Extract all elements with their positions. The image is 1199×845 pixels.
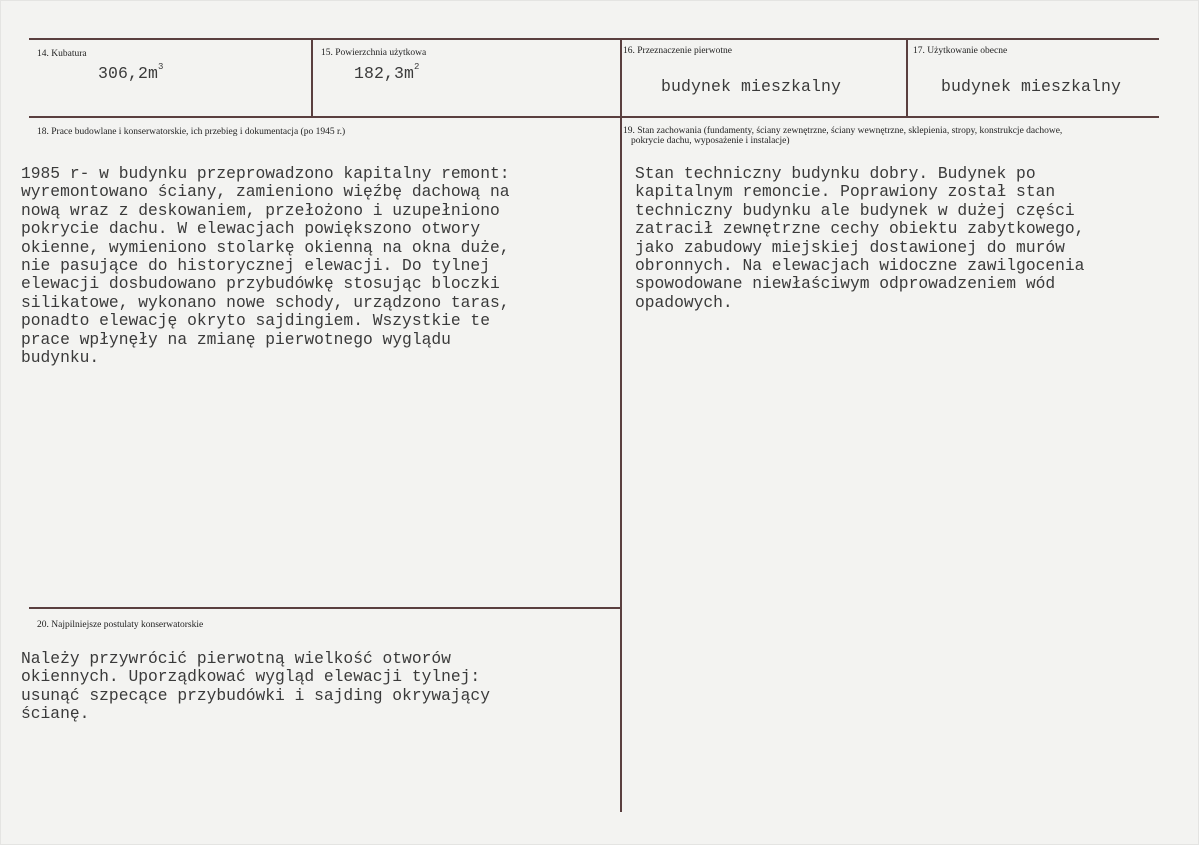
divider-14-15	[311, 38, 313, 118]
stan-label-line2: pokrycie dachu, wyposażenie i instalacje)	[631, 136, 790, 146]
kubatura-value: $306,2m^3$	[98, 62, 164, 83]
postulaty-label: 20. Najpilniejsze postulaty konserwatorskie	[37, 620, 204, 630]
przeznaczenie-value: budynek mieszkalny	[661, 77, 842, 96]
header-row-bottom-line	[29, 116, 1159, 118]
top-border-line	[29, 38, 1159, 40]
section-20-top-line	[29, 607, 622, 609]
divider-16-17	[906, 38, 908, 118]
kubatura-label: 14. Kubatura	[37, 49, 87, 59]
stan-text: Stan techniczny budynku dobry. Budynek po kapitalnym remoncie. Poprawiony został stan techniczny budynku ale budynek w dużej części zatracił zewnętrzne cechy obiektu zabytkowego, jako zabudowy miejskiej dostawionej do murów obronnych. Na elewacjach widoczne zawilgocenia spowodowane niewłaściwym odprowadzeniem wód opadowych.	[635, 164, 1085, 312]
przeznaczenie-label: 16. Przeznaczenie pierwotne	[623, 46, 732, 56]
center-divider-line	[620, 38, 622, 812]
stan-label-line1: 19. Stan zachowania (fundamenty, ściany zewnętrzne, ściany wewnętrzne, sklepienia, stropy, konstrukcje dachowe,	[623, 126, 1063, 136]
postulaty-text: Należy przywrócić pierwotną wielkość otworów okiennych. Uporządkować wygląd elewacji tylnej: usunąć szpecące przybudówki i sajding okrywający ścianę.	[21, 649, 490, 724]
uzytkowanie-label: 17. Użytkowanie obecne	[913, 46, 1008, 56]
prace-text: 1985 r- w budynku przeprowadzono kapitalny remont: wyremontowano ściany, zamieniono więźbę dachową na nową wraz z deskowaniem, przełożono i uzupełniono pokrycie dachu. W elewacjach powiększono otwory okienne, wymieniono stolarkę okienną na okna duże, nie pasujące do historycznej elewacji. Do tylnej elewacji dosbudowano przybudówkę stosując bloczki silikatowe, wykonano nowe schody, urządzono taras, ponadto elewację okryto sajdingiem. Wszystkie te prace wpłynęły na zmianę pierwotnego wyglądu budynku.	[21, 164, 510, 368]
powierzchnia-label: 15. Powierzchnia użytkowa	[321, 48, 427, 58]
powierzchnia-value: $182,3m^2$	[354, 62, 420, 83]
prace-label: 18. Prace budowlane i konserwatorskie, ich przebieg i dokumentacja (po 1945 r.)	[37, 127, 346, 137]
uzytkowanie-value: budynek mieszkalny	[941, 77, 1122, 96]
